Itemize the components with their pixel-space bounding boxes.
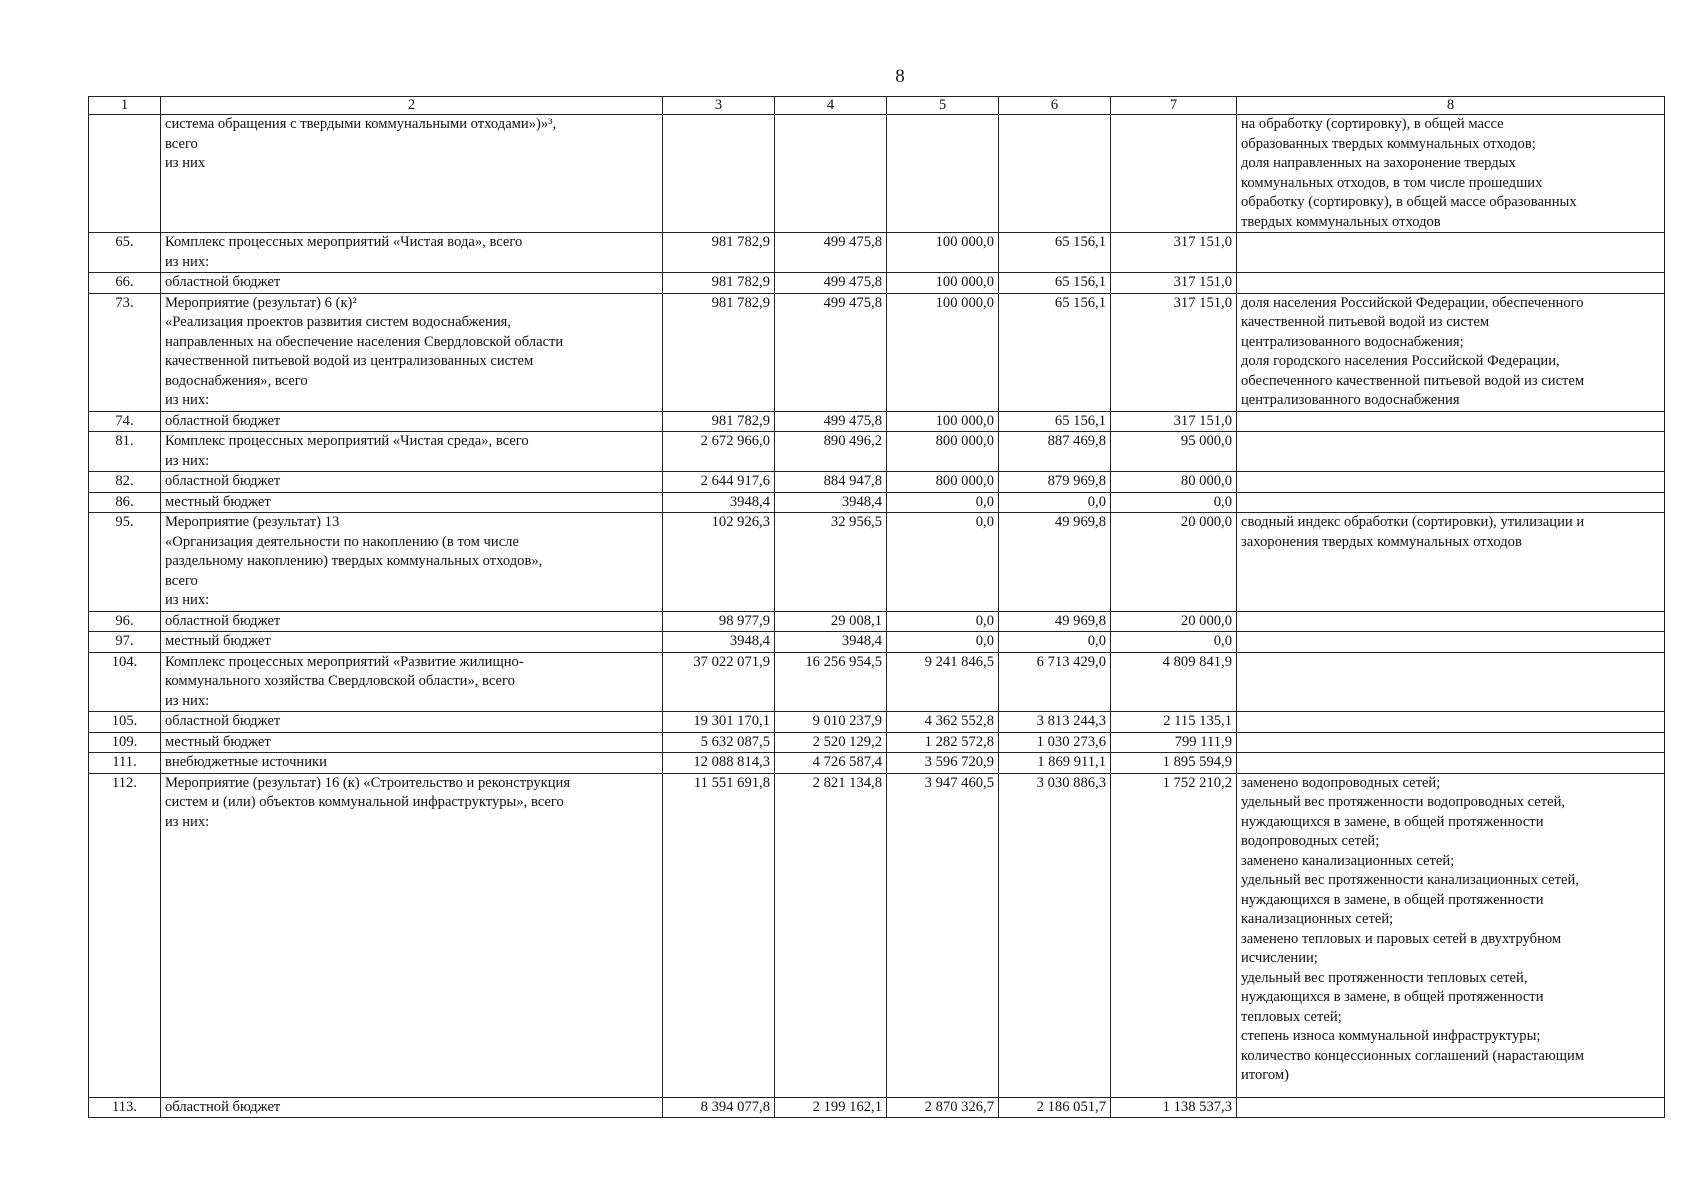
row-description: Мероприятие (результат) 13 «Организация деятельности по накоплению (в том числе раздельному накоплению) твердых коммунальных отходов», всего из них:	[161, 513, 663, 612]
table-row	[89, 293, 1665, 411]
value-col-7: 1 138 537,3	[1111, 1097, 1237, 1118]
value-col-6: 65 156,1	[999, 233, 1111, 273]
value-col-7	[1111, 115, 1237, 233]
row-description: областной бюджет	[161, 411, 663, 432]
value-col-3: 8 394 077,8	[663, 1097, 775, 1118]
value-col-4: 499 475,8	[775, 411, 887, 432]
row-description: местный бюджет	[161, 732, 663, 753]
row-number: 65.	[89, 233, 161, 273]
row-number: 82.	[89, 472, 161, 493]
row-indicators	[1237, 1097, 1665, 1118]
value-col-7: 20 000,0	[1111, 513, 1237, 612]
row-description: областной бюджет	[161, 273, 663, 294]
value-col-7: 0,0	[1111, 632, 1237, 653]
table-row	[89, 1097, 1665, 1118]
value-col-7: 317 151,0	[1111, 411, 1237, 432]
value-col-3: 12 088 814,3	[663, 753, 775, 774]
value-col-6	[999, 115, 1111, 233]
row-number	[89, 115, 161, 233]
value-col-6: 6 713 429,0	[999, 652, 1111, 712]
value-col-7: 20 000,0	[1111, 611, 1237, 632]
row-description: система обращения с твердыми коммунальными отходами»)»³, всего из них	[161, 115, 663, 233]
value-col-4: 499 475,8	[775, 293, 887, 411]
column-header: 2	[161, 97, 663, 115]
value-col-3	[663, 115, 775, 233]
row-number: 104.	[89, 652, 161, 712]
row-indicators: на обработку (сортировку), в общей массе образованных твердых коммунальных отходов; доля направленных на захоронение твердых коммунальных отходов, в том числе прошедших обработку (сортировку), в общей массе образованных твердых коммунальных отходов	[1237, 115, 1665, 233]
value-col-5: 0,0	[887, 632, 999, 653]
table-row	[89, 732, 1665, 753]
row-number: 109.	[89, 732, 161, 753]
row-description: областной бюджет	[161, 611, 663, 632]
value-col-7: 0,0	[1111, 492, 1237, 513]
row-indicators	[1237, 732, 1665, 753]
row-indicators: доля населения Российской Федерации, обеспеченного качественной питьевой водой из систем централизованного водоснабжения; доля городского населения Российской Федерации, обеспеченного качественной питьевой водой из систем централизованного водоснабжения	[1237, 293, 1665, 411]
row-number: 66.	[89, 273, 161, 294]
table-row	[89, 753, 1665, 774]
row-indicators	[1237, 611, 1665, 632]
table-row	[89, 513, 1665, 612]
budget-table	[88, 96, 1665, 1118]
row-description: областной бюджет	[161, 472, 663, 493]
value-col-6: 65 156,1	[999, 411, 1111, 432]
value-col-5: 0,0	[887, 492, 999, 513]
value-col-7: 4 809 841,9	[1111, 652, 1237, 712]
column-header: 1	[89, 97, 161, 115]
table-row	[89, 652, 1665, 712]
row-number: 95.	[89, 513, 161, 612]
value-col-4: 3948,4	[775, 632, 887, 653]
column-header: 8	[1237, 97, 1665, 115]
row-number: 73.	[89, 293, 161, 411]
value-col-4: 3948,4	[775, 492, 887, 513]
value-col-4: 499 475,8	[775, 273, 887, 294]
row-indicators	[1237, 652, 1665, 712]
value-col-6: 887 469,8	[999, 432, 1111, 472]
value-col-4: 16 256 954,5	[775, 652, 887, 712]
value-col-6: 1 869 911,1	[999, 753, 1111, 774]
row-indicators: заменено водопроводных сетей; удельный вес протяженности водопроводных сетей, нуждающихся в замене, в общей протяженности водопроводных сетей; заменено канализационных сетей; удельный вес протяженности канализационных сетей, нуждающихся в замене, в общей протяженности канализационных сетей; заменено тепловых и паровых сетей в двухтрубном исчислении; удельный вес протяженности тепловых сетей, нуждающихся в замене, в общей протяженности тепловых сетей; степень износа коммунальной инфраструктуры; количество концессионных соглашений (нарастающим итогом)	[1237, 773, 1665, 1097]
value-col-3: 981 782,9	[663, 411, 775, 432]
row-indicators	[1237, 492, 1665, 513]
row-description: Мероприятие (результат) 6 (к)² «Реализация проектов развития систем водоснабжения, направленных на обеспечение населения Свердловской области качественной питьевой водой из централизованных систем водоснабжения», всего из них:	[161, 293, 663, 411]
value-col-4	[775, 115, 887, 233]
value-col-3: 5 632 087,5	[663, 732, 775, 753]
row-description: Мероприятие (результат) 16 (к) «Строительство и реконструкция систем и (или) объектов коммунальной инфраструктуры», всего из них:	[161, 773, 663, 1097]
value-col-6: 65 156,1	[999, 293, 1111, 411]
row-number: 111.	[89, 753, 161, 774]
row-indicators	[1237, 712, 1665, 733]
value-col-4: 4 726 587,4	[775, 753, 887, 774]
value-col-6: 0,0	[999, 492, 1111, 513]
row-number: 105.	[89, 712, 161, 733]
value-col-6: 879 969,8	[999, 472, 1111, 493]
value-col-4: 884 947,8	[775, 472, 887, 493]
row-indicators	[1237, 273, 1665, 294]
value-col-5: 100 000,0	[887, 411, 999, 432]
value-col-6: 3 030 886,3	[999, 773, 1111, 1097]
row-number: 96.	[89, 611, 161, 632]
value-col-6: 0,0	[999, 632, 1111, 653]
table-row	[89, 115, 1665, 233]
value-col-3: 98 977,9	[663, 611, 775, 632]
row-number: 97.	[89, 632, 161, 653]
value-col-5: 100 000,0	[887, 273, 999, 294]
value-col-7: 799 111,9	[1111, 732, 1237, 753]
row-description: Комплекс процессных мероприятий «Развитие жилищно- коммунального хозяйства Свердловской области», всего из них:	[161, 652, 663, 712]
table-row	[89, 472, 1665, 493]
value-col-3: 3948,4	[663, 492, 775, 513]
row-indicators	[1237, 753, 1665, 774]
value-col-7: 1 895 594,9	[1111, 753, 1237, 774]
value-col-5: 3 596 720,9	[887, 753, 999, 774]
table-row	[89, 233, 1665, 273]
value-col-6: 2 186 051,7	[999, 1097, 1111, 1118]
row-indicators: сводный индекс обработки (сортировки), утилизации и захоронения твердых коммунальных отходов	[1237, 513, 1665, 612]
value-col-5: 4 362 552,8	[887, 712, 999, 733]
value-col-5: 0,0	[887, 611, 999, 632]
value-col-5: 800 000,0	[887, 432, 999, 472]
page-number: 8	[895, 66, 905, 87]
column-header: 4	[775, 97, 887, 115]
table-row	[89, 411, 1665, 432]
value-col-3: 19 301 170,1	[663, 712, 775, 733]
row-indicators	[1237, 432, 1665, 472]
value-col-3: 2 644 917,6	[663, 472, 775, 493]
value-col-5: 1 282 572,8	[887, 732, 999, 753]
value-col-4: 2 520 129,2	[775, 732, 887, 753]
value-col-6: 65 156,1	[999, 273, 1111, 294]
row-indicators	[1237, 472, 1665, 493]
value-col-4: 499 475,8	[775, 233, 887, 273]
table-row	[89, 632, 1665, 653]
value-col-5: 100 000,0	[887, 293, 999, 411]
value-col-3: 981 782,9	[663, 233, 775, 273]
value-col-3: 3948,4	[663, 632, 775, 653]
value-col-7: 80 000,0	[1111, 472, 1237, 493]
value-col-5: 100 000,0	[887, 233, 999, 273]
value-col-3: 981 782,9	[663, 293, 775, 411]
column-header: 5	[887, 97, 999, 115]
column-header-row	[89, 97, 1665, 115]
row-number: 86.	[89, 492, 161, 513]
row-indicators	[1237, 632, 1665, 653]
value-col-3: 102 926,3	[663, 513, 775, 612]
value-col-4: 9 010 237,9	[775, 712, 887, 733]
table-row	[89, 432, 1665, 472]
row-indicators	[1237, 411, 1665, 432]
value-col-7: 95 000,0	[1111, 432, 1237, 472]
value-col-6: 3 813 244,3	[999, 712, 1111, 733]
value-col-4: 2 821 134,8	[775, 773, 887, 1097]
value-col-7: 317 151,0	[1111, 293, 1237, 411]
column-header: 3	[663, 97, 775, 115]
table-row	[89, 273, 1665, 294]
value-col-5: 3 947 460,5	[887, 773, 999, 1097]
row-number: 113.	[89, 1097, 161, 1118]
value-col-4: 2 199 162,1	[775, 1097, 887, 1118]
row-description: областной бюджет	[161, 1097, 663, 1118]
value-col-7: 1 752 210,2	[1111, 773, 1237, 1097]
value-col-7: 317 151,0	[1111, 273, 1237, 294]
value-col-5: 9 241 846,5	[887, 652, 999, 712]
column-header: 6	[999, 97, 1111, 115]
row-description: Комплекс процессных мероприятий «Чистая среда», всего из них:	[161, 432, 663, 472]
table-row	[89, 712, 1665, 733]
value-col-5	[887, 115, 999, 233]
value-col-5: 0,0	[887, 513, 999, 612]
value-col-7: 317 151,0	[1111, 233, 1237, 273]
value-col-4: 29 008,1	[775, 611, 887, 632]
value-col-4: 32 956,5	[775, 513, 887, 612]
row-description: внебюджетные источники	[161, 753, 663, 774]
table-row	[89, 492, 1665, 513]
value-col-5: 2 870 326,7	[887, 1097, 999, 1118]
value-col-4: 890 496,2	[775, 432, 887, 472]
table-row	[89, 773, 1665, 1097]
value-col-6: 49 969,8	[999, 513, 1111, 612]
value-col-3: 37 022 071,9	[663, 652, 775, 712]
row-number: 81.	[89, 432, 161, 472]
value-col-3: 2 672 966,0	[663, 432, 775, 472]
row-description: Комплекс процессных мероприятий «Чистая вода», всего из них:	[161, 233, 663, 273]
row-description: местный бюджет	[161, 492, 663, 513]
row-description: местный бюджет	[161, 632, 663, 653]
column-header: 7	[1111, 97, 1237, 115]
row-description: областной бюджет	[161, 712, 663, 733]
value-col-3: 981 782,9	[663, 273, 775, 294]
value-col-5: 800 000,0	[887, 472, 999, 493]
value-col-6: 49 969,8	[999, 611, 1111, 632]
table-row	[89, 611, 1665, 632]
row-number: 74.	[89, 411, 161, 432]
value-col-7: 2 115 135,1	[1111, 712, 1237, 733]
row-indicators	[1237, 233, 1665, 273]
value-col-6: 1 030 273,6	[999, 732, 1111, 753]
value-col-3: 11 551 691,8	[663, 773, 775, 1097]
row-number: 112.	[89, 773, 161, 1097]
